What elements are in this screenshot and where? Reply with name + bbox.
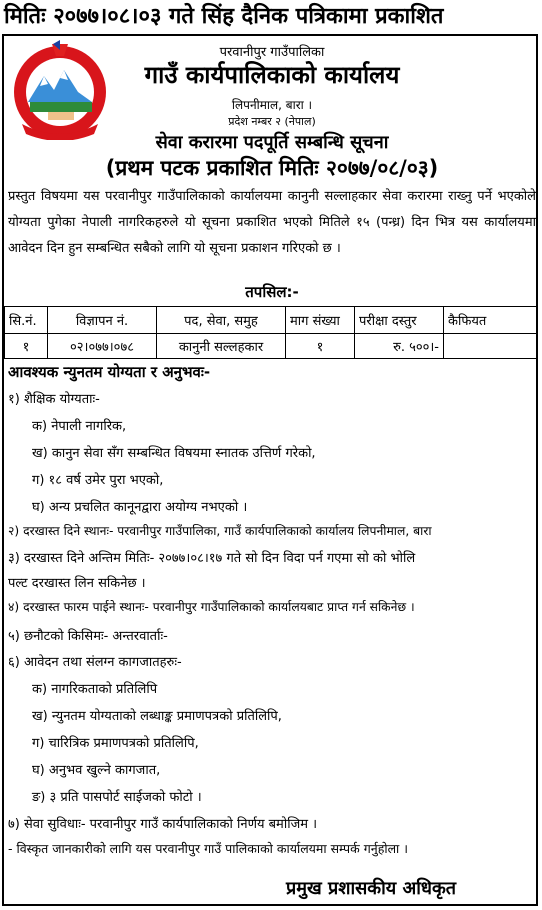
notice-title: सेवा करारमा पदपूर्ति सम्बन्धि सूचना	[155, 132, 389, 153]
requirement-line: क) नेपाली नागरिक,	[32, 419, 127, 434]
requirement-line: ग) चारित्रिक प्रमाणपत्रको प्रतिलिपि,	[32, 736, 199, 751]
table-header-cell: परीक्षा दस्तुर	[355, 307, 444, 334]
table-header-cell: सि.नं.	[5, 307, 48, 334]
table-header-cell: कैफियत	[444, 307, 538, 334]
table-cell: १	[286, 334, 355, 359]
requirements-title: आवश्यक न्युनतम योग्यता र अनुभवः-	[8, 363, 211, 381]
requirement-line: पल्ट दरखास्त लिन सकिनेछ ।	[8, 576, 146, 591]
table-header-row	[5, 307, 538, 334]
requirement-line: ५) छनौटको किसिमः- अन्तरवार्ताः-	[8, 629, 168, 644]
requirement-line: - विस्कृत जानकारीको लागि यस परवानीपुर गाउँ पालिकाको कार्यालयमा सम्पर्क गर्नुहोला ।	[8, 841, 408, 856]
municipality-name: परवानीपुर गाउँपालिका	[219, 45, 325, 60]
table-cell: रु. ५००।-	[355, 334, 444, 359]
requirement-line: ६) आवेदन तथा संलग्न कागजातहरुः-	[8, 655, 182, 670]
requirement-line: ख) कानुन सेवा सँग सम्बन्धित विषयमा स्नातक उत्तिर्ण गरेको,	[32, 446, 316, 461]
signature-title: प्रमुख प्रशासकीय अधिकृत	[286, 878, 457, 899]
table-caption: तपसिल:-	[245, 283, 299, 301]
office-name: गाउँ कार्यपालिकाको कार्यालय	[144, 61, 400, 89]
table-cell: १	[5, 334, 48, 359]
table-header-cell: विज्ञापन नं.	[48, 307, 157, 334]
table-header-cell: पद, सेवा, समुह	[157, 307, 286, 334]
requirement-line: ३) दरखास्त दिने अन्तिम मितिः- २०७७।०८।१७ गते सो दिन विदा पर्न गएमा सो को भोलि	[8, 551, 416, 566]
requirement-line: घ) अन्य प्रचलित कानूनद्वारा अयोग्य नभएको ।	[32, 500, 248, 515]
notice-subtitle: (प्रथम पटक प्रकाशित मितिः २०७७/०८/०३)	[105, 156, 439, 180]
vacancy-table	[4, 306, 538, 359]
requirement-line: १) शैक्षिक योग्यताः-	[8, 392, 100, 407]
publication-headline: मितिः २०७७।०८।०३ गते सिंह दैनिक पत्रिकामा प्रकाशित	[4, 4, 444, 29]
table-cell	[444, 334, 538, 359]
requirement-line: ७) सेवा सुविधाः- परवानीपुर गाउँ कार्यपालिकाको निर्णय बमोजिम ।	[8, 817, 318, 832]
requirement-line: ङ) ३ प्रति पासपोर्ट साईजको फोटो ।	[32, 790, 202, 805]
requirement-line: क) नागरिकताको प्रतिलिपि	[32, 682, 158, 697]
requirement-line: ख) न्युनतम योग्यताको लब्धाङ्क प्रमाणपत्रको प्रतिलिपि,	[32, 709, 282, 724]
office-address: लिपनीमाल, बारा ।	[231, 98, 313, 112]
table-header-cell: माग संख्या	[286, 307, 355, 334]
office-province: प्रदेश नम्बर २ (नेपाल)	[228, 115, 316, 128]
requirement-line: ४) दरखास्त फारम पाईने स्थानः- परवानीपुर गाउँपालिकाको कार्यालयबाट प्राप्त गर्न सकिनेछ ।	[8, 600, 415, 614]
table-cell: कानुनी सल्लहकार	[157, 334, 286, 359]
table-cell: ०२।०७७।०७८	[48, 334, 157, 359]
notice-frame	[2, 34, 538, 906]
notice-intro: प्रस्तुत विषयमा यस परवानीपुर गाउँपालिकाको कार्यालयमा कानुनी सल्लाहकार सेवा करारमा राख्नु पर्ने भएकोले योग्यता पुगेका नेपाली नागरिकहरुले यो सूचना प्रकाशित भएको मितिले १५ (पन्ध्र) दिन भित्र यस कार्यालयमा आवेदन दिन हुन सम्बन्धित सबैको लागि यो सूचना प्रकाशन गरिएको छ ।	[8, 189, 536, 256]
requirement-line: २) दरखास्त दिने स्थानः- परवानीपुर गाउँपालिका, गाउँ कार्यपालिकाको कार्यालय लिपनीमाल, बारा	[8, 524, 432, 538]
requirement-line: ग) १८ वर्ष उमेर पुरा भएको,	[32, 473, 164, 488]
requirement-line: घ) अनुभव खुल्ने कागजात,	[32, 763, 161, 778]
table-row	[5, 334, 538, 359]
